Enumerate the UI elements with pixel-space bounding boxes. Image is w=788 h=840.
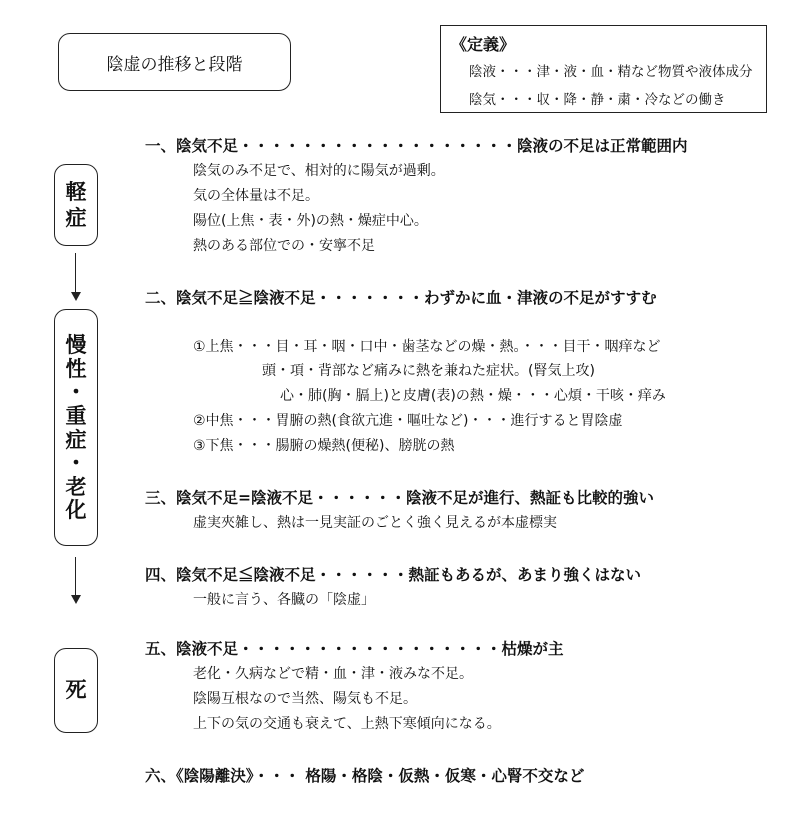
title-box xyxy=(58,33,291,91)
definition-line-yin-fluid: 陰液・・・津・液・血・精など物質や液体成分 xyxy=(469,64,753,80)
section-1-line-1: 陰気のみ不足で、相対的に陽気が過剰。 xyxy=(193,163,445,179)
section-5-line-3: 上下の気の交通も衰えて、上熱下寒傾向になる。 xyxy=(193,716,501,732)
section-2-line-3: 心・肺(胸・膈上)と皮膚(表)の熱・燥・・・心煩・干咳・痒み xyxy=(280,388,666,404)
page-title: 陰虚の推移と段階 xyxy=(106,54,243,75)
stage-death-label: 死 xyxy=(65,677,87,703)
section-5-heading: 五、陰液不足・・・・・・・・・・・・・・・・・枯燥が主 xyxy=(145,639,564,658)
section-1-line-3: 陽位(上焦・表・外)の熱・燥症中心。 xyxy=(193,213,428,229)
section-6-heading: 六、《陰陽離決》・・・ 格陽・格陰・仮熱・仮寒・心腎不交など xyxy=(145,766,585,785)
section-2-heading: 二、陰気不足≧陰液不足・・・・・・・わずかに血・津液の不足がすすむ xyxy=(145,288,657,307)
section-1-heading: 一、陰気不足・・・・・・・・・・・・・・・・・・陰液の不足は正常範囲内 xyxy=(145,136,688,155)
stage-light-box xyxy=(54,164,98,246)
section-1-line-4: 熱のある部位での・安寧不足 xyxy=(193,238,375,254)
section-4-heading: 四、陰気不足≦陰液不足・・・・・・熱証もあるが、あまり強くはない xyxy=(145,565,642,584)
section-3-heading: 三、陰気不足=陰液不足・・・・・・陰液不足が進行、熱証も比較的強い xyxy=(145,488,654,507)
section-1-line-2: 気の全体量は不足。 xyxy=(193,188,319,204)
definition-box xyxy=(440,25,767,113)
stage-chronic-box xyxy=(54,309,98,546)
stage-arrow-2 xyxy=(75,557,76,602)
stage-death-box xyxy=(54,648,98,733)
stage-light-label: 軽 症 xyxy=(65,178,87,230)
section-2-line-4: ②中焦・・・胃腑の熱(食欲亢進・嘔吐など)・・・進行すると胃陰虚 xyxy=(193,413,623,429)
stage-chronic-label: 慢 性 ・ 重 症 ・ 老 化 xyxy=(65,332,87,523)
section-3-line-1: 虚実夾雑し、熱は一見実証のごとく強く見えるが本虚標実 xyxy=(193,515,557,531)
definition-heading: 《定義》 xyxy=(451,35,516,54)
section-5-line-2: 陰陽互根なので当然、陽気も不足。 xyxy=(193,691,417,707)
section-4-line-1: 一般に言う、各臓の「陰虚」 xyxy=(193,592,375,608)
section-5-line-1: 老化・久病などで精・血・津・液みな不足。 xyxy=(193,666,473,682)
stage-arrow-1 xyxy=(75,253,76,299)
section-2-line-1: ①上焦・・・目・耳・咽・口中・歯茎などの燥・熱。・・・目干・咽痒など xyxy=(193,339,661,355)
definition-line-yin-qi: 陰気・・・収・降・静・粛・冷などの働き xyxy=(469,92,726,108)
section-2-line-2: 頭・項・背部など痛みに熱を兼ねた症状。(腎気上攻) xyxy=(262,363,595,379)
section-2-line-5: ③下焦・・・腸腑の燥熱(便秘)、膀胱の熱 xyxy=(193,438,455,454)
